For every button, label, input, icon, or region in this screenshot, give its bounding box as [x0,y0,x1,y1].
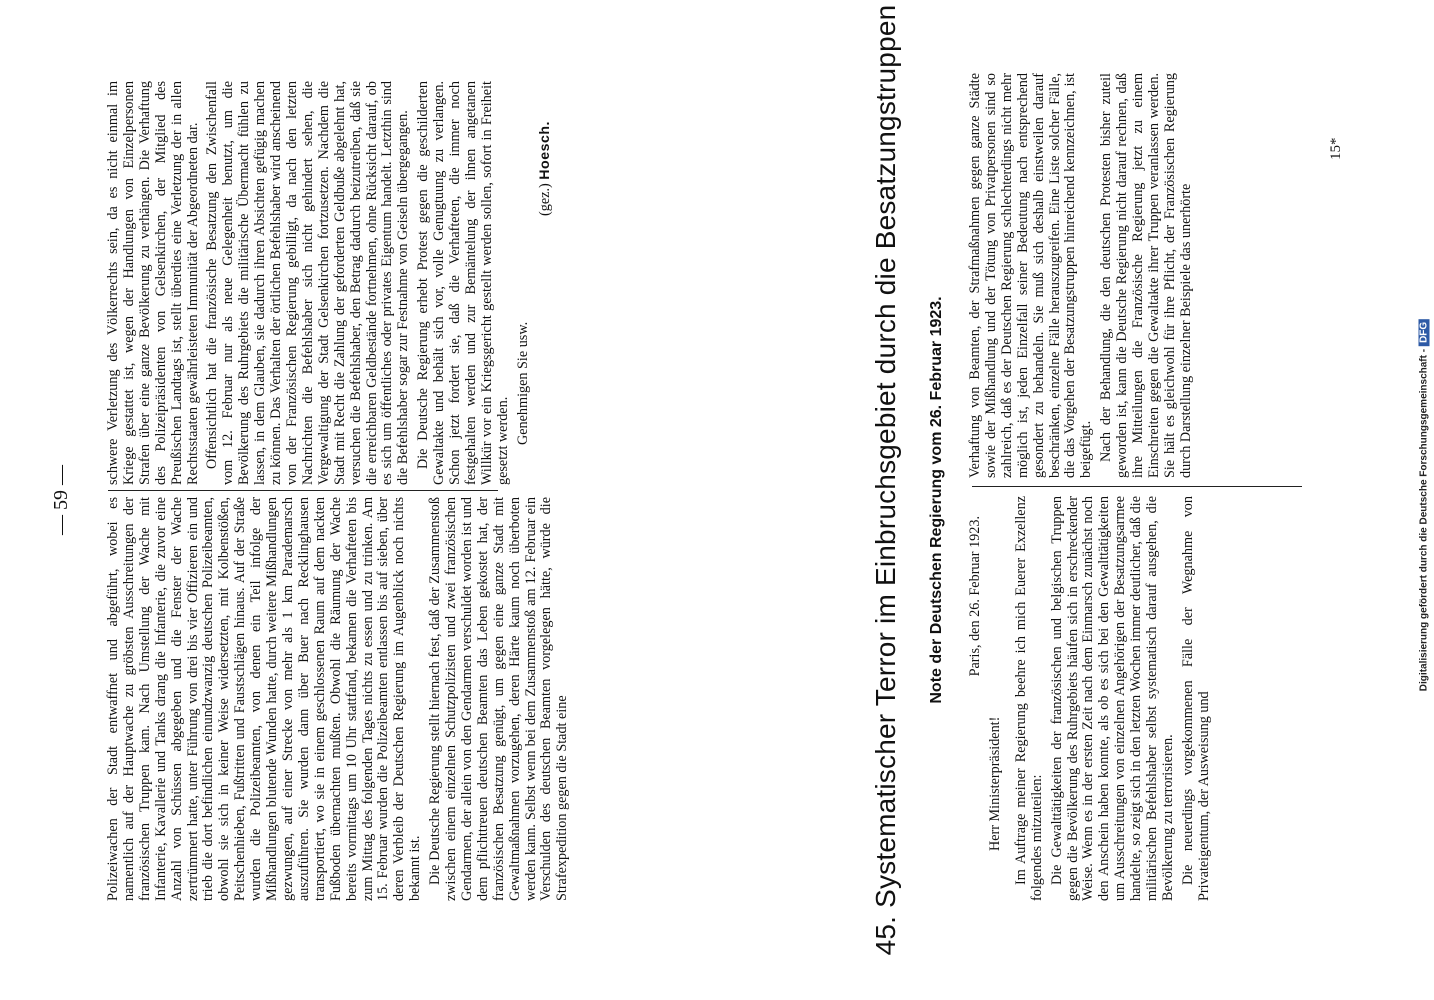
closing: Genehmigen Sie usw. [514,321,531,445]
paragraph: Nach der Behandlung, die den deutschen Protesten bisher zuteil geworden ist, kann die Deutsche Regierung nicht darauf rechnen, daß ihre Mitteilungen die Französische Regierung jetzt zu einem Einschreiten gegen die Gewaltakte ihrer Truppen veranlassen werden. Sie hält es gleichwohl für ihre Pflicht, der Französischen Regierung durch Darstellung einzelner Beispiele das unerhörte [1098,73,1194,478]
section-heading: 45. Systematischer Terror im Einbruchsgebiet durch die Besatzungstruppen [870,4,901,956]
column-2 [106,81,553,485]
signature-mark: 15* [1328,137,1344,160]
column-divider [108,490,498,491]
page-number: — 59 — [50,465,72,535]
salutation: Herr Ministerpräsident! [986,716,1003,851]
signature-name: Hoesch. [536,121,553,180]
paragraph: Im Auftrage meiner Regierung beehre ich mich Euerer Exzellenz folgendes mitzuteilen: [1012,496,1045,901]
funding-text: Digitalisierung gefördert durch die Deutsche Forschungsgemeinschaft - [1418,348,1430,692]
funding-notice [1419,319,1430,691]
paragraph: schwere Verletzung des Völkerrechts sein, da es nicht einmal im Kriege gestattet ist, wegen der Handlungen von Einzelpersonen Strafen über eine ganze Bevölkerung zu verhängen. Die Verhaftung des Polizeipräsidenten von Gelsenkirchen, der Mitglied des Preußischen Landtags ist, stellt überdies eine Verletzung der in allen Rechtsstaaten gewährleisteten Immunität der Abgeordneten dar. [105,81,201,485]
place-date: Paris, den 26. Februar 1923. [967,516,983,677]
column-divider [972,486,1302,487]
signature [538,81,554,485]
column-3 [968,496,1217,901]
paragraph: Die Deutsche Regierung erhebt Protest gegen die geschilderten Gewaltakte und behält sich vor, volle Genugtuung zu verlangen. Schon jetzt fordert sie, daß die Verhafteten, die immer noch festgehalten werden und zur Bemäntelung der ihnen angetanen Willkür vor ein Kriegsgericht gestellt werden sollen, sofort in Freiheit gesetzt werden. [415,81,511,485]
paragraph: Offensichtlich hat die französische Besatzung den Zwischenfall vom 12. Februar nur als neue Gelegenheit benutzt, um die Bevölkerung des Ruhrgebiets die militärische Übermacht fühlen zu lassen, in dem Glauben, sie dadurch ihren Absichten gefügig machen zu können. Das Verhalten der örtlichen Befehlshaber wird anscheinend von der Französischen Regierung gebilligt, da nach den letzten Nachrichten die Befehlshaber sich nicht gehindert sehen, die Vergewaltigung der Stadt Gelsenkirchen fortzusetzen. Nachdem die Stadt mit Recht die Zahlung der geforderten Geldbuße abgelehnt hat, versuchen die Befehlshaber, den Betrag dadurch beizutreiben, daß sie die erreichbaren Geldbestände fortnehmen, ohne Rücksicht darauf, ob es sich um öffentliches oder privates Eigentum handelt. Letzthin sind die Befehlshaber sogar zur Festnahme von Geiseln übergegangen. [204,81,412,485]
paragraph: Polizeiwachen der Stadt entwaffnet und abgeführt, wobei es namentlich auf der Hauptwache zu gröbsten Ausschreitungen der französischen Truppen kam. Nach Umstellung der Wache mit Infanterie, Kavallerie und Tanks drang die Infanterie, die zuvor eine Anzahl von Schüssen abgegeben und die Fenster der Wache zertrümmert hatte, unter Führung von drei bis vier Offizieren ein und trieb die dort befindlichen einundzwanzig deutschen Polizeibeamten, obwohl sie sich in keiner Weise widersetzten, mit Kolbenstößen, Peitschenhieben, Fußtritten und Faustschlägen hinaus. Auf der Straße wurden die Polizeibeamten, von denen ein Teil infolge der Mißhandlungen blutende Wunden hatte, durch weitere Mißhandlungen gezwungen, auf einer Strecke von mehr als 1 km Parademarsch auszuführen. Sie wurden dann über Buer nach Recklinghausen transportiert, wo sie in einem geschlossenen Raum auf dem nackten Fußboden übernachten mußten. Obwohl die Räumung der Wache bereits vormittags um 10 Uhr stattfand, bekamen die Verhafteten bis zum Mittag des folgenden Tages nichts zu essen und zu trinken. Am 15. Februar wurden die Polizeibeamten entlassen bis auf sieben, über deren Verbleib der Deutschen Regierung im Augenblick noch nichts bekannt ist. [105,497,424,901]
paragraph: Die Gewalttätigkeiten der französischen und belgischen Truppen gegen die Bevölkerung des Ruhrgebiets häufen sich in erschreckender Weise. Wenn es in der ersten Zeit nach dem Einmarsch zunächst noch den Anschein haben konnte, als ob es sich bei den Gewalttätigkeiten um Ausschreitungen von einzelnen Angehörigen der Besatzungsarmee handelte, so zeigt sich in den letzten Wochen immer deutlicher, daß die militärischen Befehlshaber selbst systematisch darauf ausgehen, die Bevölkerung zu terrorisieren. [1048,496,1176,901]
paragraph: Verhaftung von Beamten, der Strafmaßnahmen gegen ganze Städte sowie der Mißhandlung und der Tötung von Privatpersonen sind so zahlreich, daß es der Deutschen Regierung schlechterdings nicht mehr möglich ist, jeden Einzelfall seiner Bedeutung nach entsprechend gesondert zu behandeln. Sie muß sich deshalb einstweilen darauf beschränken, einzelne Fälle herauszugreifen. Eine Liste solcher Fälle, die das Vorgehen der Besatzungstruppen hinreichend kennzeichnen, ist beigefügt. [967,73,1095,478]
paragraph: Die neuerdings vorgekommenen Fälle der Wegnahme von Privateigentum, der Ausweisung und [1179,496,1212,901]
paragraph: Die Deutsche Regierung stellt hiernach fest, daß der Zusammenstoß zwischen einem einzelnen Schutzpolizisten und zwei französischen Gendarmen, der allein von den Gendarmen verschuldet worden ist und dem pflichttreuen deutschen Beamten das Leben gekostet hat, der französischen Besatzung genügt, um gegen eine ganze Stadt mit Gewaltmaßnahmen vorzugehen, deren Härte kaum noch überboten werden kann. Selbst wenn bei dem Zusammenstoß am 12. Februar ein Verschulden des deutschen Beamten vorgelegen hätte, würde die Strafexpedition gegen die Stadt eine [427,497,571,901]
signature-prefix: (gez.) [536,183,553,216]
dfg-logo: DFG [1419,319,1430,346]
column-1 [106,497,575,901]
dfg-sidebar [1410,5,1434,995]
column-4 [968,73,1199,478]
section-subheading: Note der Deutschen Regierung vom 26. Februar 1923. [928,296,945,704]
